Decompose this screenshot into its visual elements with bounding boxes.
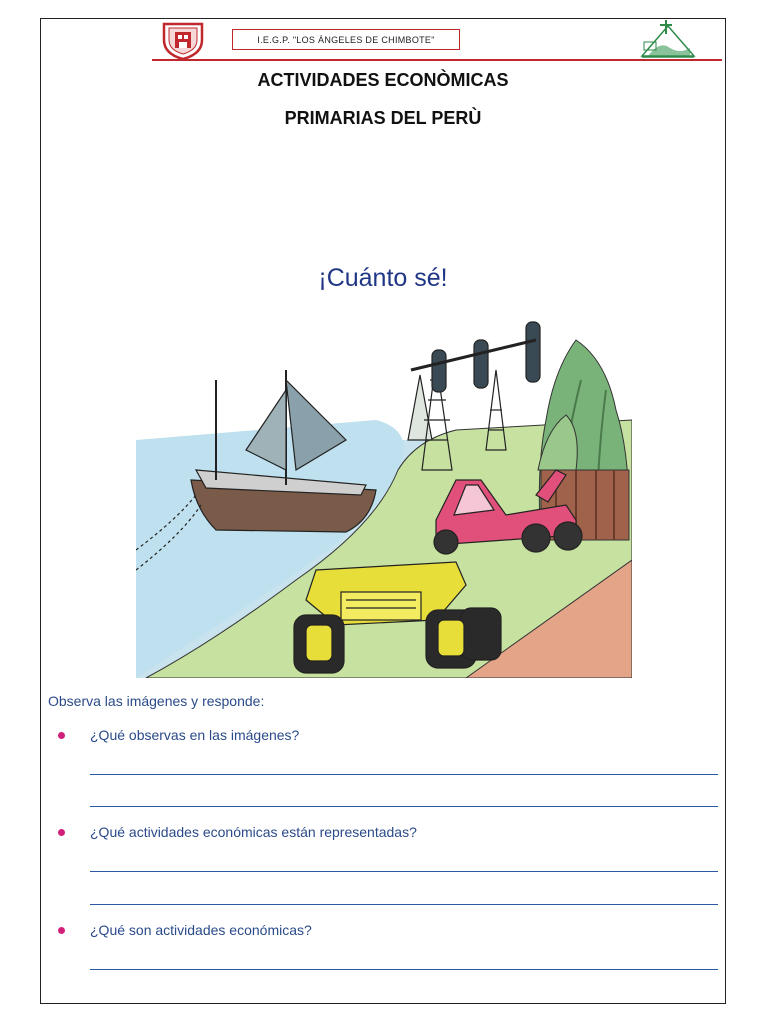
bullet-icon <box>58 927 65 934</box>
question-item <box>58 922 312 938</box>
answer-line[interactable] <box>90 904 718 905</box>
economic-activities-illustration <box>136 320 632 678</box>
answer-line[interactable] <box>90 774 718 775</box>
page-title-line-1: ACTIVIDADES ECONÒMICAS <box>257 70 509 90</box>
answer-line[interactable] <box>90 871 718 872</box>
question-text: ¿Qué observas en las imágenes? <box>90 727 300 743</box>
bullet-icon <box>58 732 65 739</box>
question-text: ¿Qué son actividades económicas? <box>90 922 312 938</box>
page-title-line-2: PRIMARIAS DEL PERÙ <box>284 108 482 128</box>
bullet-icon <box>58 829 65 836</box>
school-crest-icon <box>160 20 206 60</box>
question-item <box>58 824 417 840</box>
answer-line[interactable] <box>90 806 718 807</box>
answer-line[interactable] <box>90 969 718 970</box>
school-emblem-icon <box>638 18 698 60</box>
section-subtitle: ¡Cuánto sé! <box>318 264 448 292</box>
instruction-text: Observa las imágenes y responde: <box>48 693 265 709</box>
question-item <box>58 727 299 743</box>
question-text: ¿Qué actividades económicas están representadas? <box>90 824 417 840</box>
header-divider <box>152 59 722 61</box>
school-name-box: I.E.G.P. "LOS ÁNGELES DE CHIMBOTE" <box>232 29 460 50</box>
